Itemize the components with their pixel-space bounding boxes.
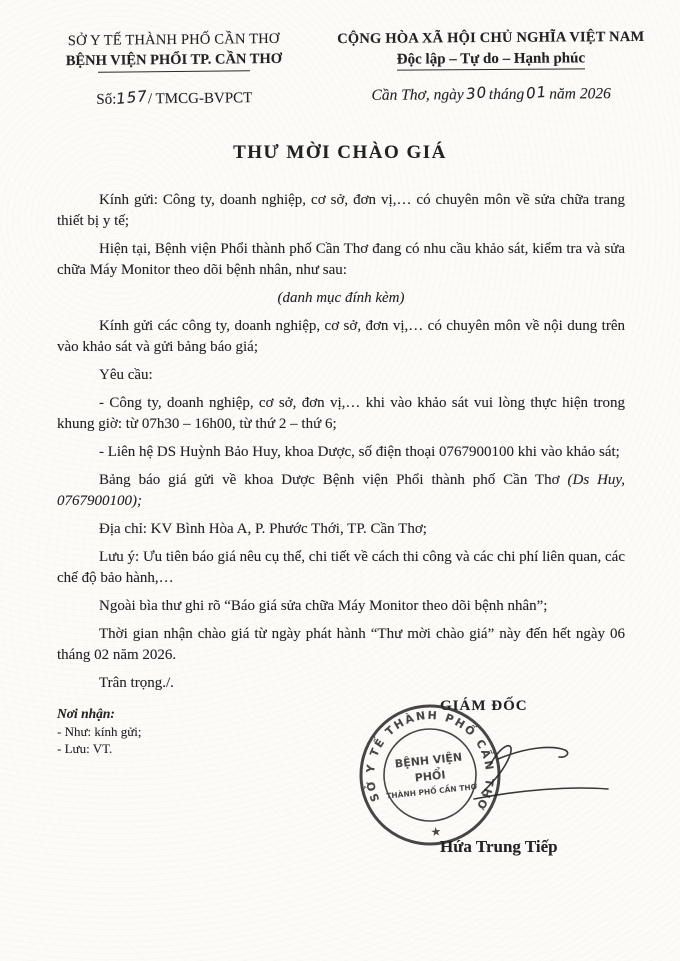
paragraph-address: Địa chỉ: KV Bình Hòa A, P. Phước Thới, TP. Cần Thơ;: [99, 521, 427, 537]
document-number-suffix: / TMCG-BVPCT: [147, 90, 253, 108]
national-header-block: [322, 29, 661, 105]
paragraph-envelope-label: Ngoài bìa thư ghi rõ “Báo giá sửa chữa Máy Monitor theo dõi bệnh nhân”;: [99, 598, 548, 614]
issuer-hospital: BỆNH VIỆN PHỔI TP. CẦN THƠ: [65, 50, 283, 70]
letter-title: THƯ MỜI CHÀO GIÁ: [233, 142, 447, 163]
stamp-center-line2: PHỔI: [414, 768, 447, 785]
recipients-block: [57, 705, 142, 758]
stamp-center-line3: THÀNH PHỐ CẦN THƠ: [385, 782, 478, 801]
quote-delivery-contact: (Ds Huy, 0767900100);: [57, 472, 625, 509]
stamp-circle-group: [354, 703, 506, 851]
document-number-handwritten: 157: [115, 86, 149, 108]
paragraph-closing: Trân trọng./.: [99, 675, 174, 691]
stamp-star-icon: ★: [429, 824, 443, 840]
paragraph-quote-delivery: [57, 470, 625, 512]
document-number: [38, 88, 310, 110]
date-line: [322, 84, 660, 105]
issuer-underline: [98, 70, 250, 73]
signer-name: Hứa Trung Tiếp: [440, 837, 558, 856]
signature-block: [352, 695, 642, 880]
document-number-label: Số:: [96, 91, 117, 108]
date-day-handwritten: 30: [464, 83, 488, 104]
stamp-center-line1: BỆNH VIỆN: [394, 750, 463, 771]
stamp-ring-text: SỞ Y TẾ THÀNH PHỐ CẦN THƠ: [363, 708, 497, 814]
issuer-header-block: [38, 31, 311, 110]
recipients-label: Nơi nhận:: [57, 706, 115, 721]
recipient-item: - Như: kính gửi;: [57, 723, 142, 739]
national-motto-line1: CỘNG HÒA XÃ HỘI CHỦ NGHĨA VIỆT NAM: [337, 28, 645, 48]
paragraph-purpose: Hiện tại, Bệnh viện Phổi thành phố Cần Thơ đang có nhu cầu khảo sát, kiểm tra và sửa chữa Máy Monitor theo dõi bệnh nhân, như sau:: [57, 241, 625, 278]
paragraph-note: Lưu ý: Ưu tiên báo giá nêu cụ thể, chi tiết về cách thi công và các chi phí liên quan, các chế độ bảo hành,…: [57, 549, 625, 586]
letter-body: [57, 190, 625, 701]
date-month-handwritten: 01: [525, 82, 548, 103]
date-mid: tháng: [488, 85, 525, 104]
quote-delivery-text: Bảng báo giá gửi về khoa Dược Bệnh viện Phổi thành phố Cần Thơ: [99, 472, 568, 488]
recipient-item: - Lưu: VT.: [57, 741, 113, 756]
paragraph-deadline: Thời gian nhận chào giá từ ngày phát hành “Thư mời chào giá” này đến hết ngày 06 tháng 02 năm 2026.: [57, 626, 625, 663]
issuer-authority: SỞ Y TẾ THÀNH PHỐ CẦN THƠ: [67, 30, 280, 50]
paragraph-attachment-note: (danh mục đính kèm): [277, 290, 405, 306]
paragraph-contact: - Liên hệ DS Huỳnh Bảo Huy, khoa Dược, số điện thoại 0767900100 khi vào khảo sát;: [99, 444, 620, 460]
date-suffix: năm 2026: [549, 85, 611, 103]
date-prefix: Cần Thơ, ngày: [371, 86, 464, 104]
paragraph-salutation: Kính gửi: Công ty, doanh nghiệp, cơ sở, đơn vị,… có chuyên môn về sửa chữa trang thiết bị y tế;: [57, 192, 625, 229]
national-motto-line2: Độc lập – Tự do – Hạnh phúc: [397, 50, 586, 70]
paragraph-requirements-label: Yêu cầu:: [99, 367, 153, 383]
signer-title: GIÁM ĐỐC: [440, 698, 528, 714]
paragraph-survey-hours: - Công ty, doanh nghiệp, cơ sở, đơn vị,… khi vào khảo sát vui lòng thực hiện trong khung giờ: từ 07h30 – 16h00, từ thứ 2 – thứ 6;: [57, 395, 625, 432]
paragraph-invitation: Kính gửi các công ty, doanh nghiệp, cơ sở, đơn vị,… có chuyên môn về nội dung trên vào khảo sát và gửi bảng báo giá;: [57, 318, 625, 355]
